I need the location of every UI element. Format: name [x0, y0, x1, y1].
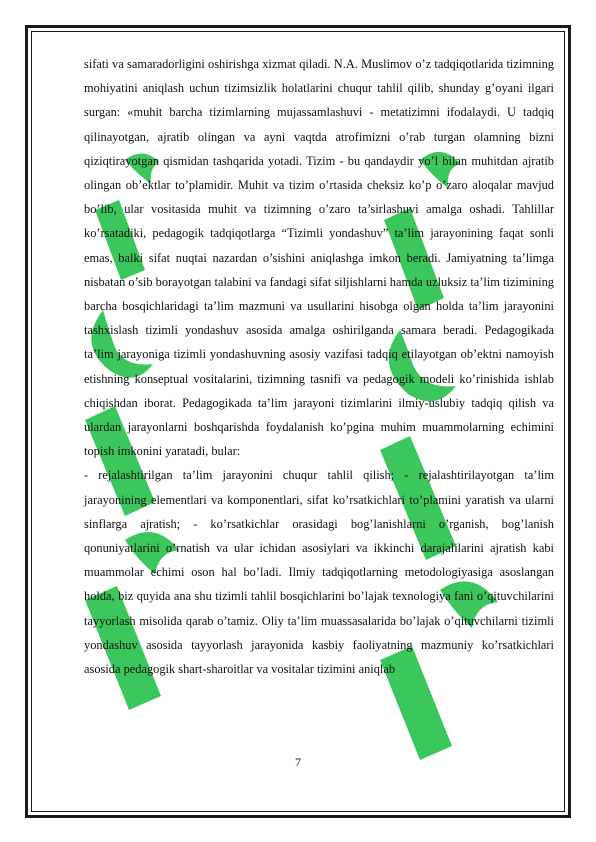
paragraph-1: sifati va samaradorligini oshirishga xizmat qiladi. N.A. Muslimov o’z tadqiqotlarida tizimning mohiyatini aniqlash uchun tizimsizlik holatlarini chuqur tahlil qilib, shunday g’oyani ilgari surgan: «muhit barcha tizimlarning mujassamlashuvi - metatizimni ifodalaydi. U tadqiq qilinayotgan, ajratib olingan va ayni vaqtda atrofimizni o’rab turgan olamning bizni qiziqtirayotgan qismidan tashqarida yotadi. Tizim - bu qandaydir yo’l bilan muhitdan ajratib olingan ob’ektlar to’plamidir. Muhit va tizim o’rtasida cheksiz ko’p o’zaro aloqalar mavjud bo’lib, ular vositasida muhit va tizimning o’zaro ta’sirlashuvi amalga oshadi. Tahlillar ko’rsatadiki, pedagogik tadqiqotlarga “Tizimli yondashuv” ta’lim jarayonining faqat sonli emas, balki sifat nuqtai nazardan o’sishini aniqlashga imkon beradi. Jamiyatning ta’limga nisbatan o’sib borayotgan talabini va fandagi sifat siljishlarni hamda uzluksiz ta’lim tizimining barcha bosqichlaridagi ta’lim mazmuni va usullarini hisobga olgan holda ta’lim jarayonini tashxislash tizimli yondashuv asosida amalga oshirilganda samara beradi. Pedagogikada ta’lim jarayoniga tizimli yondashuvning asosiy vazifasi tadqiq etilayotgan ob’ektni namoyish etishning konseptual vositalarini, tizimning tasnifi va pedagogik modeli ko’rinishida ishlab chiqishdan iborat. Pedagogikada ta’lim jarayoni tizimlarini ilmiy-uslubiy tadqiq qilish va ulardan jarayonlarni boshqarishda foydalanish ko’pgina muhim muammolarning echimini topish imkonini yaratadi, bular: [84, 57, 554, 459]
paragraph-2: - rejalashtirilgan ta’lim jarayonini chuqur tahlil qilish; - rejalashtirilayotgan ta’lim jarayonining elementlari va komponentlari, sifat ko’rsatkichlari to’plamini yaratish va ularni sinflarga ajratish; - ko’rsatkichlar orasidagi bog’lanishlarni o’rganish, bog’lanish qonuniyatlarini o’rnatish va ular ichidan asosiylari va ikkinchi darajalilarini ajratish kabi muammolar echimi oson hal bo’ladi. Ilmiy tadqiqotlarning metodologiyasiga asoslangan holda, biz quyida ana shu tizimli tahlil bosqichlarini bo’lajak texnologiya fani o’qituvchilarini tayyorlash misolida qarab o’tamiz. Oliy ta’lim muassasalarida bo’lajak o’qituvchilarni tizimli yondashuv asosida tayyorlash jarayonida kasbiy faoliyatning mazmuniy ko’rsatkichlari asosida pedagogik shart-sharoitlar va vositalar tizimini aniqlab [84, 468, 554, 677]
document-body [84, 52, 554, 681]
page-number: 7 [295, 755, 301, 769]
